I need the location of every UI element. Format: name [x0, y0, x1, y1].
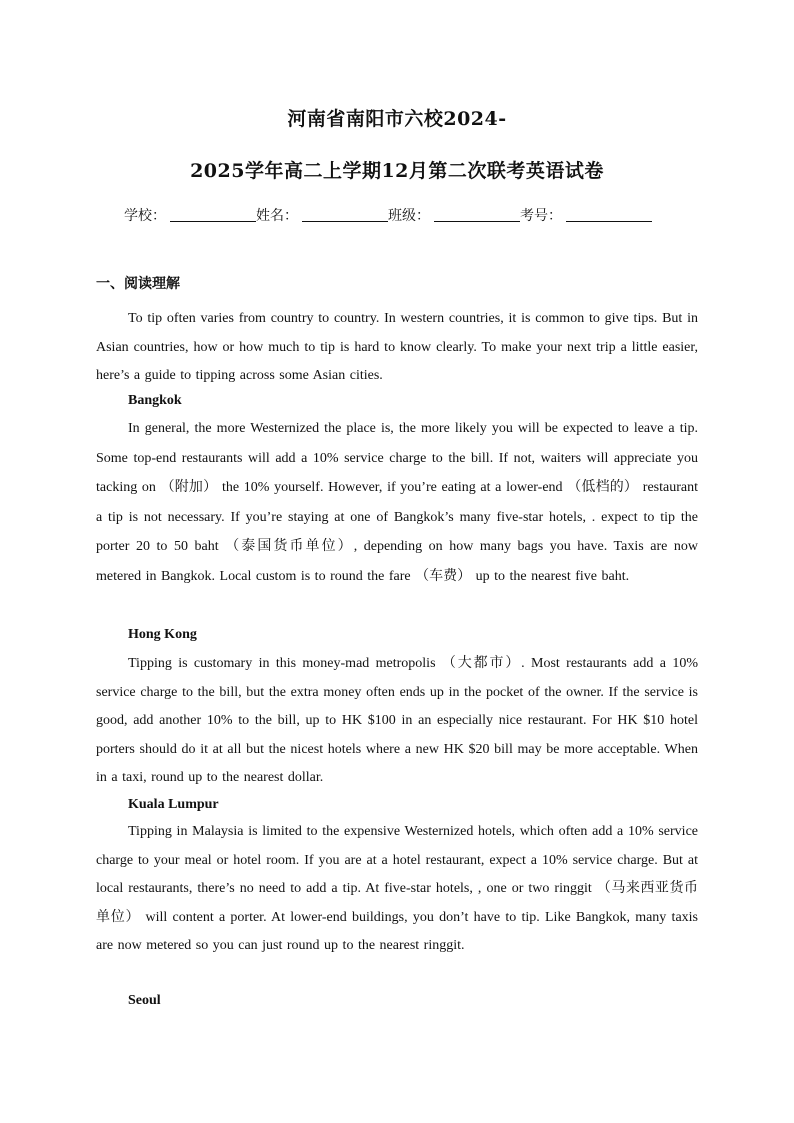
exam-number-label: 考号： [520, 208, 562, 224]
seoul-heading: Seoul [128, 993, 161, 1008]
school-label: 学校： [124, 208, 166, 224]
kuala-lumpur-paragraph: Tipping in Malaysia is limited to the expensive Westernized hotels, which often add a 10% service charge to your meal or hotel room. If you are at a hotel restaurant, expect a 10% service charge. But at local restaurants, there’s no need to add a tip. At five-star hotels, , one or two ringgit （马来西亚货币单位） will content a porter. At lower-end buildings, you don’t have to tip. Like Bangkok, many taxis are now metered so you can just round up to the nearest ringgit. [96, 824, 698, 953]
hongkong-paragraph: Tipping is customary in this money-mad metropolis （大都市）. Most restaurants add a 10% service charge to the bill, but the extra money often ends up in the pocket of the owner. If the service is good, add another 10% to the bill, up to HK $100 in an especially nice restaurant. For HK $10 hotel porters should do it at all but the nicest hotels where a new HK $20 bill may be more acceptable. When in a taxi, round up to the nearest dollar. [96, 656, 698, 785]
hongkong-heading: Hong Kong [128, 627, 197, 642]
exam-title-line-2: 2025学年高二上学期12月第二次联考英语试卷 [190, 160, 604, 182]
school-blank[interactable] [170, 207, 256, 222]
student-info-row [124, 205, 684, 225]
section-title: 一、阅读理解 [96, 276, 180, 292]
name-label: 姓名： [256, 208, 298, 224]
name-blank[interactable] [302, 207, 388, 222]
exam-number-blank[interactable] [566, 207, 652, 222]
bangkok-paragraph: In general, the more Westernized the place is, the more likely you will be expected to leave a tip. Some top-end restaurants will add a 10% service charge to the bill. If not, waiters will appreciate you tacking on （附加） the 10% yourself. However, if you’re eating at a lower-end （低档的） restaurant a tip is not necessary. If you’re staying at one of Bangkok’s many five-star hotels, . expect to tip the porter 20 to 50 baht （泰国货币单位）, depending on how many bags you have. Taxis are now metered in Bangkok. Local custom is to round the fare （车费） up to the nearest five baht. [96, 421, 698, 584]
bangkok-heading: Bangkok [128, 393, 182, 408]
exam-title-line-1: 河南省南阳市六校2024- [287, 108, 507, 130]
class-label: 班级： [388, 208, 430, 224]
kuala-lumpur-heading: Kuala Lumpur [128, 797, 219, 812]
intro-paragraph: To tip often varies from country to country. In western countries, it is common to give tips. But in Asian countries, how or how much to tip is hard to know clearly. To make your next trip a little easier, here’s a guide to tipping across some Asian cities. [96, 311, 698, 383]
class-blank[interactable] [434, 207, 520, 222]
